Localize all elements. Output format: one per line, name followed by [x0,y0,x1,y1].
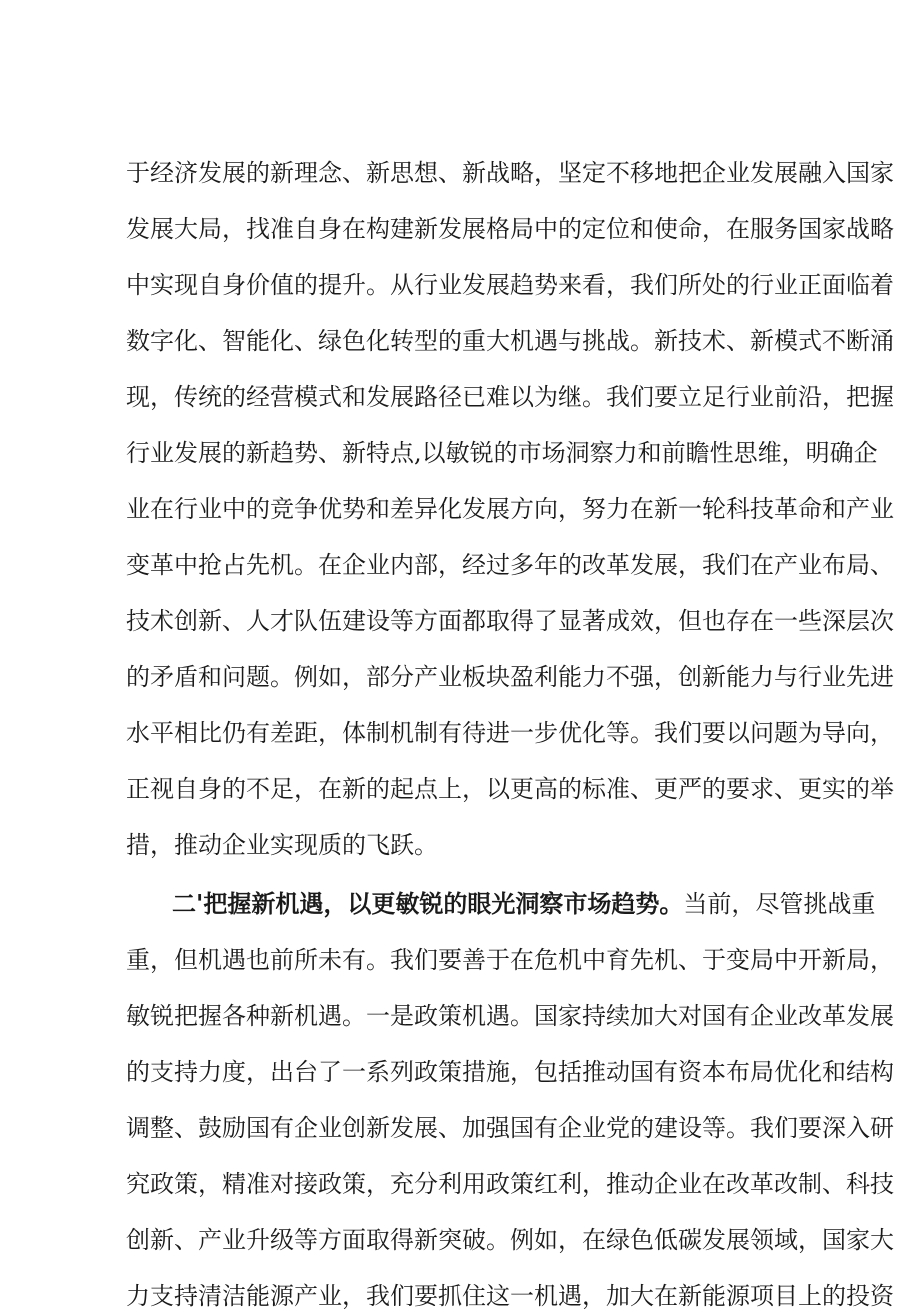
paragraph-line: 创新、产业升级等方面取得新突破。例如，在绿色低碳发展领域，国家大 [126,1226,894,1254]
paragraph-line: 行业发展的新趋势、新特点,以敏锐的市场洞察力和前瞻性思维，明确企 [126,439,878,467]
paragraph-line: 变革中抢占先机。在企业内部，经过多年的改革发展，我们在产业布局、 [126,551,894,579]
paragraph-first-line [172,888,876,920]
paragraph-line: 于经济发展的新理念、新思想、新战略，坚定不移地把企业发展融入国家 [126,159,894,187]
paragraph-line: 数字化、智能化、绿色化转型的重大机遇与挑战。新技术、新模式不断涌 [126,327,894,355]
paragraph-line: 的支持力度，出台了一系列政策措施，包括推动国有资本布局优化和结构 [126,1058,894,1086]
paragraph-line: 业在行业中的竞争优势和差异化发展方向，努力在新一轮科技革命和产业 [126,495,894,523]
paragraph-line: 敏锐把握各种新机遇。一是政策机遇。国家持续加大对国有企业改革发展 [126,1002,894,1030]
paragraph-line: 技术创新、人才队伍建设等方面都取得了显著成效，但也存在一些深层次 [126,607,894,635]
paragraph-line: 中实现自身价值的提升。从行业发展趋势来看，我们所处的行业正面临着 [126,271,894,299]
paragraph-line: 调整、鼓励国有企业创新发展、加强国有企业党的建设等。我们要深入研 [126,1114,894,1142]
paragraph-line: 力支持清洁能源产业，我们要抓住这一机遇，加大在新能源项目上的投资 [126,1282,894,1310]
paragraph-line: 措，推动企业实现质的飞跃。 [126,831,438,859]
paragraph-line: 发展大局，找准自身在构建新发展格局中的定位和使命，在服务国家战略 [126,215,894,243]
paragraph-line: 正视自身的不足，在新的起点上，以更高的标准、更严的要求、更实的举 [126,775,894,803]
paragraph-line: 水平相比仍有差距，体制机制有待进一步优化等。我们要以问题为导向， [126,719,894,747]
heading-continuation: 当前，尽管挑战重 [683,890,876,918]
paragraph-line: 重，但机遇也前所未有。我们要善于在危机中育先机、于变局中开新局， [126,946,894,974]
paragraph-line: 的矛盾和问题。例如，部分产业板块盈利能力不强，创新能力与行业先进 [126,663,894,691]
paragraph-line: 现，传统的经营模式和发展路径已难以为继。我们要立足行业前沿，把握 [126,383,894,411]
section-heading: 二'把握新机遇，以更敏锐的眼光洞察市场趋势。 [172,889,684,918]
paragraph-line: 究政策，精准对接政策，充分利用政策红利，推动企业在改革改制、科技 [126,1170,894,1198]
